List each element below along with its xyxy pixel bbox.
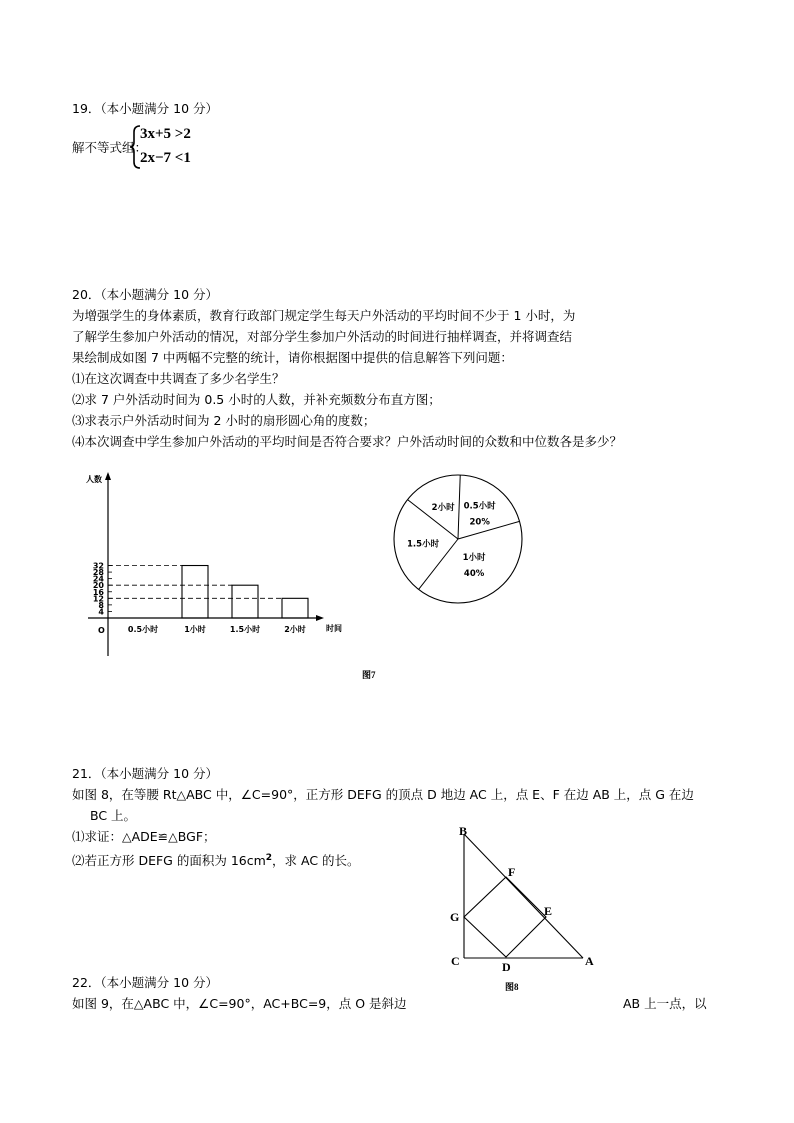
y-tick-label: 32 xyxy=(92,561,104,571)
q19-inequality-2: 2x−7 <1 xyxy=(140,150,191,166)
x-tick-label: 1小时 xyxy=(184,625,206,634)
q20-line-2: 了解学生参加户外活动的情况，对部分学生参加户外活动的时间进行抽样调查，并将调查结 xyxy=(72,329,573,344)
y-axis-arrow-icon xyxy=(105,472,111,480)
q22-header: 22．（本小题满分 10 分） xyxy=(72,975,219,990)
label-G: G xyxy=(450,910,460,924)
q21-item-2-suffix: ，求 AC 的长。 xyxy=(272,853,360,869)
y-tick-label: 28 xyxy=(92,568,104,578)
q20-item-2: ⑵求 7 户外活动时间为 0.5 小时的人数，并补充频数分布直方图； xyxy=(72,392,441,407)
pie-slice-label: 1小时 xyxy=(462,552,486,563)
label-A: A xyxy=(585,954,594,968)
y-axis-label: 人数 xyxy=(86,475,102,484)
pie-slice-percent: 20% xyxy=(469,517,490,528)
q19-prompt: 解不等式组： xyxy=(72,140,148,155)
label-B: B xyxy=(459,824,468,838)
q20-header: 20．（本小题满分 10 分） xyxy=(72,287,219,302)
histogram-bar xyxy=(182,566,208,618)
origin-label: O xyxy=(98,626,105,635)
y-tick-label: 8 xyxy=(98,600,104,610)
pie-slice-percent: 40% xyxy=(463,568,485,579)
y-tick-label: 24 xyxy=(92,574,104,584)
figure-8-triangle xyxy=(440,820,610,995)
q21-line-1: 如图 8，在等腰 Rt△ABC 中，∠C=90°，正方形 DEFG 的顶点 D 地边 AC 上，点 E、F 在边 AB 上，点 G 在边 xyxy=(72,787,694,802)
y-tick-label: 4 xyxy=(98,607,104,617)
q21-item-1: ⑴求证：△ADE≌△BGF； xyxy=(72,829,216,844)
label-C: C xyxy=(451,954,460,968)
label-F: F xyxy=(508,865,516,879)
square-defg xyxy=(464,877,546,957)
y-tick-label: 16 xyxy=(92,587,104,597)
q20-line-1: 为增强学生的身体素质，教育行政部门规定学生每天户外活动的平均时间不少于 1 小时，为 xyxy=(72,308,576,323)
q21-line-2: BC 上。 xyxy=(90,808,137,823)
q20-item-1: ⑴在这次调查中共调查了多少名学生？ xyxy=(72,371,285,386)
y-tick-label: 12 xyxy=(92,594,104,604)
y-tick-label: 20 xyxy=(92,581,104,591)
x-tick-label: 0.5小时 xyxy=(127,625,159,634)
pie-slice-label: 2小时 xyxy=(431,503,455,514)
q22-line-1-right: AB 上一点，以 xyxy=(623,996,707,1011)
q21-header: 21．（本小题满分 10 分） xyxy=(72,766,219,781)
histogram-bar xyxy=(232,585,258,618)
x-axis-arrow-icon xyxy=(316,615,324,621)
histogram-bar xyxy=(282,598,308,618)
q19-header: 19．（本小题满分 10 分） xyxy=(72,101,219,116)
q20-item-3: ⑶求表示户外活动时间为 2 小时的扇形圆心角的度数； xyxy=(72,413,376,428)
pie-slice-boundary xyxy=(458,475,460,539)
x-axis-label: 时间 xyxy=(326,624,342,633)
q21-item-2-superscript: 2 xyxy=(265,853,273,863)
pie-slice-label: 1.5小时 xyxy=(407,539,440,550)
x-tick-label: 1.5小时 xyxy=(229,625,261,634)
q22-line-1-left: 如图 9，在△ABC 中，∠C=90°，AC+BC=9，点 O 是斜边 xyxy=(72,996,407,1011)
q19-inequality-1: 3x+5 >2 xyxy=(140,126,191,142)
x-tick-label: 2小时 xyxy=(284,625,306,634)
pie-slice-label: 0.5小时 xyxy=(463,501,496,512)
figure-8-caption: 图8 xyxy=(505,982,519,992)
label-D: D xyxy=(502,960,511,974)
q21-item-2-prefix: ⑵若正方形 DEFG 的面积为 16cm xyxy=(72,853,266,869)
q20-line-3: 果绘制成如图 7 中两幅不完整的统计，请你根据图中提供的信息解答下列问题： xyxy=(72,350,513,365)
q21-item-2 xyxy=(72,850,360,869)
frequency-histogram xyxy=(80,460,370,660)
q20-item-4: ⑷本次调查中学生参加户外活动的平均时间是否符合要求？户外活动时间的众数和中位数各是多少？ xyxy=(72,434,623,449)
figure-7-caption: 图7 xyxy=(362,670,376,680)
pie-chart xyxy=(380,465,540,615)
label-E: E xyxy=(544,904,553,918)
